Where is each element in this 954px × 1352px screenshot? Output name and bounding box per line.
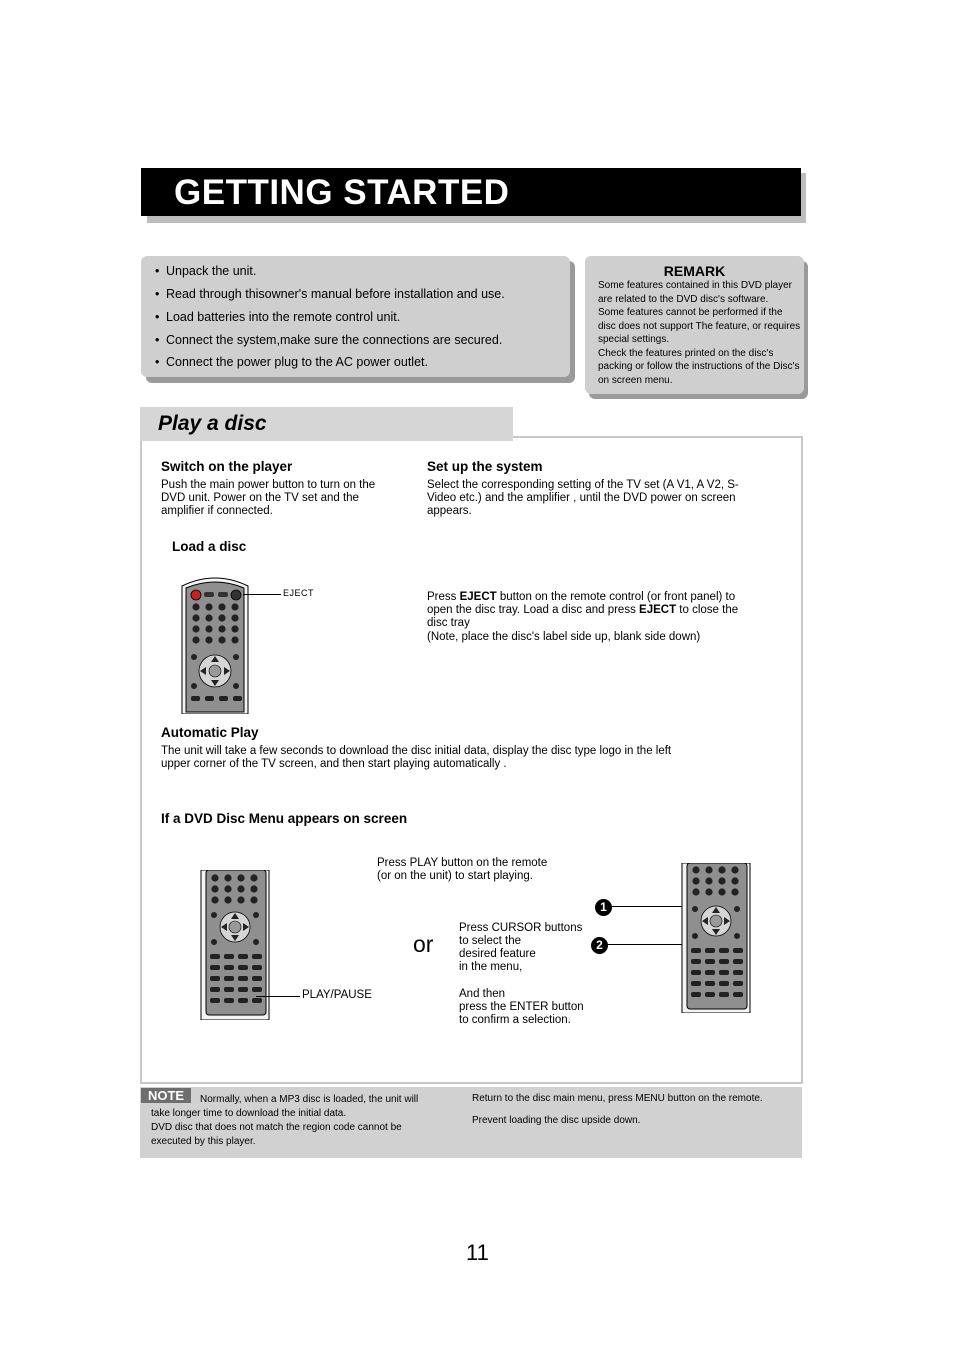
- switch-on-heading: Switch on the player: [161, 459, 293, 474]
- note-right-line: Prevent loading the disc upside down.: [472, 1115, 641, 1126]
- bullet-icon: •: [155, 264, 160, 278]
- remote-control-play-illustration: [199, 870, 271, 1020]
- step-marker-2: 2: [591, 937, 608, 954]
- eject-label: EJECT: [283, 588, 315, 598]
- play-pause-callout-line: [256, 996, 300, 997]
- setup-text: Select the corresponding setting of the TV set (A V1, A V2, S- Video etc.) and the amplifier , until the DVD power on screen appears.: [427, 479, 739, 517]
- note-right-line: Return to the disc main menu, press MENU button on the remote.: [472, 1093, 763, 1104]
- cursor-instruction: Press CURSOR buttons to select the desired feature in the menu,: [459, 922, 583, 973]
- setup-heading: Set up the system: [427, 459, 543, 474]
- note-badge: NOTE: [141, 1088, 191, 1103]
- remote-control-cursor-illustration: [680, 863, 752, 1013]
- remark-box: [585, 256, 804, 394]
- page-title: GETTING STARTED: [174, 173, 510, 212]
- note-left-line: Normally, when a MP3 disc is loaded, the unit will: [200, 1094, 419, 1105]
- remark-title: REMARK: [663, 263, 726, 279]
- switch-on-text: Push the main power button to turn on the DVD unit. Power on the TV set and the amplifier if connected.: [161, 479, 376, 517]
- section-title: Play a disc: [158, 412, 267, 435]
- steps-box: • Unpack the unit. • Read through thisowner's manual before installation and use. • Load batteries into the remote control unit. • Connect the system,make sure the connections are secured. • Connect the power plug to the AC power outlet.: [141, 256, 570, 377]
- bullet-icon: •: [155, 333, 160, 347]
- load-text: Press EJECT button on the remote control (or front panel) to open the disc tray. Load a disc and press EJECT to close the disc tray (Note, place the disc's label side up, blank side down): [427, 591, 739, 643]
- remark-body: Some features contained in this DVD player are related to the DVD disc's software. Some features cannot be performed if the disc does not support The feature, or requires special settings. Check the features printed on the disc's packing or follow the instructions of the Disc's on screen menu.: [598, 280, 801, 386]
- note-left-line: take longer time to download the initial data.: [151, 1108, 347, 1119]
- auto-play-heading: Automatic Play: [161, 725, 259, 740]
- page-number: 11: [466, 1240, 489, 1265]
- enter-instruction: And then press the ENTER button to confirm a selection.: [459, 988, 584, 1026]
- bullet-icon: •: [155, 310, 160, 324]
- load-heading: Load a disc: [172, 539, 247, 554]
- remote-control-eject-illustration: [178, 574, 253, 714]
- auto-play-text: The unit will take a few seconds to download the disc initial data, display the disc type logo in the left upper corner of the TV screen, and then start playing automatically .: [161, 745, 672, 770]
- play-instruction: Press PLAY button on the remote (or on the unit) to start playing.: [377, 857, 548, 882]
- note-left-line: executed by this player.: [151, 1136, 256, 1147]
- bullet-icon: •: [155, 287, 160, 301]
- eject-callout-line: [243, 594, 281, 595]
- note-left-line: DVD disc that does not match the region code cannot be: [151, 1122, 402, 1133]
- step-marker-1: 1: [595, 899, 612, 916]
- play-pause-label: PLAY/PAUSE: [302, 989, 372, 1001]
- bullet-icon: •: [155, 355, 160, 369]
- dvd-menu-heading: If a DVD Disc Menu appears on screen: [161, 811, 408, 826]
- or-label: or: [413, 931, 434, 957]
